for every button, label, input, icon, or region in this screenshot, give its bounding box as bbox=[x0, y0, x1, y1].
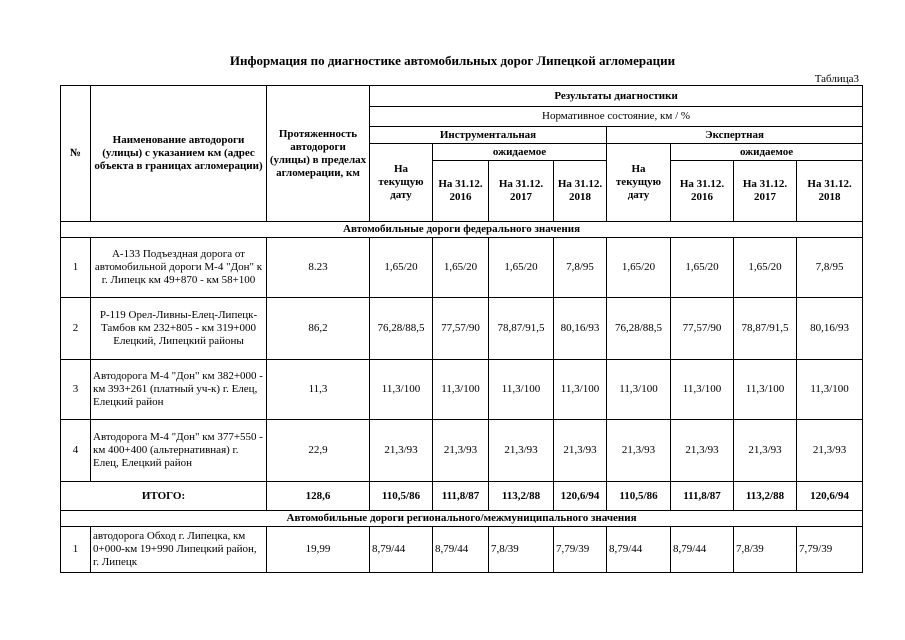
header-expert: Экспертная bbox=[607, 127, 863, 144]
row-value: 7,8/39 bbox=[734, 527, 797, 573]
header-num: № bbox=[61, 86, 91, 222]
total-value: 113,2/88 bbox=[489, 482, 554, 511]
row-value: 77,57/90 bbox=[433, 298, 489, 360]
header-instr-2017: На 31.12. 2017 bbox=[489, 161, 554, 222]
row-value: 80,16/93 bbox=[797, 298, 863, 360]
header-results: Результаты диагностики bbox=[370, 86, 863, 107]
row-length: 8.23 bbox=[267, 238, 370, 298]
total-value: 120,6/94 bbox=[797, 482, 863, 511]
row-value: 21,3/93 bbox=[734, 420, 797, 482]
row-value: 11,3/100 bbox=[797, 360, 863, 420]
row-value: 11,3/100 bbox=[671, 360, 734, 420]
row-num: 2 bbox=[61, 298, 91, 360]
row-value: 1,65/20 bbox=[734, 238, 797, 298]
row-num: 1 bbox=[61, 527, 91, 573]
diagnostics-table bbox=[60, 85, 863, 573]
row-value: 1,65/20 bbox=[671, 238, 734, 298]
table-row bbox=[61, 298, 863, 360]
row-value: 21,3/93 bbox=[370, 420, 433, 482]
total-value: 111,8/87 bbox=[671, 482, 734, 511]
section-regional: Автомобильные дороги регионального/межмуниципального значения bbox=[61, 511, 863, 527]
header-exp-2017: На 31.12. 2017 bbox=[734, 161, 797, 222]
row-length: 19,99 bbox=[267, 527, 370, 573]
section-row bbox=[61, 222, 863, 238]
total-value: 120,6/94 bbox=[554, 482, 607, 511]
header-name: Наименование автодороги (улицы) с указанием км (адрес объекта в границах агломерации) bbox=[91, 86, 267, 222]
row-value: 7,8/95 bbox=[554, 238, 607, 298]
row-value: 11,3/100 bbox=[734, 360, 797, 420]
header-exp-current: На текущую дату bbox=[607, 144, 671, 222]
header-length: Протяженность автодороги (улицы) в пределах агломерации, км bbox=[267, 86, 370, 222]
row-value: 7,79/39 bbox=[797, 527, 863, 573]
table-row bbox=[61, 527, 863, 573]
row-value: 76,28/88,5 bbox=[607, 298, 671, 360]
row-value: 8,79/44 bbox=[607, 527, 671, 573]
row-road-name: А-133 Подъездная дорога от автомобильной дороги М-4 "Дон" к г. Липецк км 49+870 - км 58+100 bbox=[91, 238, 267, 298]
table-row bbox=[61, 420, 863, 482]
header-exp-expected: ожидаемое bbox=[671, 144, 863, 161]
header-instr-current: На текущую дату bbox=[370, 144, 433, 222]
row-value: 11,3/100 bbox=[554, 360, 607, 420]
row-value: 8,79/44 bbox=[433, 527, 489, 573]
row-value: 76,28/88,5 bbox=[370, 298, 433, 360]
row-num: 1 bbox=[61, 238, 91, 298]
row-value: 77,57/90 bbox=[671, 298, 734, 360]
total-value: 110,5/86 bbox=[370, 482, 433, 511]
table-row bbox=[61, 360, 863, 420]
row-value: 1,65/20 bbox=[489, 238, 554, 298]
table-row bbox=[61, 238, 863, 298]
row-value: 78,87/91,5 bbox=[734, 298, 797, 360]
header-exp-2018: На 31.12. 2018 bbox=[797, 161, 863, 222]
row-value: 7,79/39 bbox=[554, 527, 607, 573]
section-federal: Автомобильные дороги федерального значения bbox=[61, 222, 863, 238]
row-road-name: Автодорога М-4 "Дон" км 382+000 - км 393+261 (платный уч-к) г. Елец, Елецкий район bbox=[91, 360, 267, 420]
header-instr-2016: На 31.12. 2016 bbox=[433, 161, 489, 222]
row-num: 3 bbox=[61, 360, 91, 420]
total-row bbox=[61, 482, 863, 511]
total-value: 113,2/88 bbox=[734, 482, 797, 511]
row-value: 21,3/93 bbox=[554, 420, 607, 482]
row-value: 11,3/100 bbox=[433, 360, 489, 420]
total-length: 128,6 bbox=[267, 482, 370, 511]
row-length: 11,3 bbox=[267, 360, 370, 420]
document-title: Информация по диагностике автомобильных дорог Липецкой агломерации bbox=[229, 53, 676, 68]
row-value: 7,8/95 bbox=[797, 238, 863, 298]
row-road-name: автодорога Обход г. Липецка, км 0+000-км 19+990 Липецкий район, г. Липецк bbox=[91, 527, 267, 573]
row-value: 8,79/44 bbox=[671, 527, 734, 573]
row-road-name: Автодорога М-4 "Дон" км 377+550 - км 400+400 (альтернативная) г. Елец, Елецкий район bbox=[91, 420, 267, 482]
section-row bbox=[61, 511, 863, 527]
row-value: 8,79/44 bbox=[370, 527, 433, 573]
row-value: 21,3/93 bbox=[607, 420, 671, 482]
row-value: 78,87/91,5 bbox=[489, 298, 554, 360]
row-length: 86,2 bbox=[267, 298, 370, 360]
row-value: 1,65/20 bbox=[607, 238, 671, 298]
total-label: ИТОГО: bbox=[61, 482, 267, 511]
row-length: 22,9 bbox=[267, 420, 370, 482]
header-instr-2018: На 31.12. 2018 bbox=[554, 161, 607, 222]
row-road-name: Р-119 Орел-Ливны-Елец-Липецк-Тамбов км 232+805 - км 319+000 Елецкий, Липецкий районы bbox=[91, 298, 267, 360]
row-value: 7,8/39 bbox=[489, 527, 554, 573]
row-value: 21,3/93 bbox=[797, 420, 863, 482]
row-value: 1,65/20 bbox=[370, 238, 433, 298]
row-value: 1,65/20 bbox=[433, 238, 489, 298]
row-value: 11,3/100 bbox=[489, 360, 554, 420]
header-normative: Нормативное состояние, км / % bbox=[370, 107, 863, 127]
row-value: 21,3/93 bbox=[489, 420, 554, 482]
row-value: 11,3/100 bbox=[607, 360, 671, 420]
header-exp-2016: На 31.12. 2016 bbox=[671, 161, 734, 222]
table-label: Таблица3 bbox=[814, 73, 859, 85]
row-value: 11,3/100 bbox=[370, 360, 433, 420]
row-value: 80,16/93 bbox=[554, 298, 607, 360]
total-value: 111,8/87 bbox=[433, 482, 489, 511]
header-row-1 bbox=[61, 86, 863, 107]
total-value: 110,5/86 bbox=[607, 482, 671, 511]
row-value: 21,3/93 bbox=[671, 420, 734, 482]
row-num: 4 bbox=[61, 420, 91, 482]
row-value: 21,3/93 bbox=[433, 420, 489, 482]
header-instr-expected: ожидаемое bbox=[433, 144, 607, 161]
header-instrumental: Инструментальная bbox=[370, 127, 607, 144]
